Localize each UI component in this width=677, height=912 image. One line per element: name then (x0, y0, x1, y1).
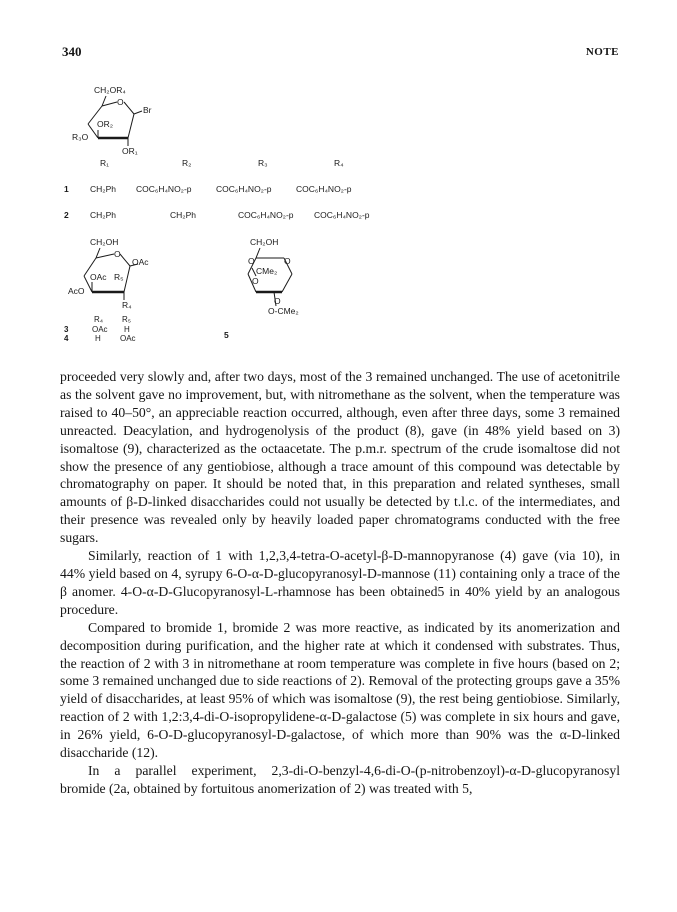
column-header: R₂ (182, 158, 192, 168)
atom-r5: R₅ (114, 272, 124, 282)
structure-acetylated-hexopyranose (62, 234, 182, 344)
table-cell: CH₂Ph (90, 184, 116, 194)
journal-section-label: NOTE (585, 46, 619, 58)
paragraph: proceeded very slowly and, after two days, most of the 3 remained unchanged. The use of acetonitrile as the solvent gave no improvement, but, with nitromethane as the solvent, when the temperature was raised to 40–50°, an appreciable reaction occurred, although, even after three days, some 3 remained unreacted. Deacylation, and hydrogenolysis of the product (8), gave (in 48% yield based on 3) isomaltose (9), characterized as the octaacetate. The p.m.r. spectrum of the crude isomaltose did not show the presence of any gentiobiose, although a trace amount of this compound was detectable by chromatography on paper. It should be noted that, in this preparation and related syntheses, small amounts of β-D-linked disaccharides could not usually be detected by t.l.c. of the intermediates, and their presence was revealed only by heavily loaded paper chromatograms conducted with the free sugars. (60, 369, 620, 546)
column-header: R₅ (122, 315, 131, 324)
table-cell: OAc (120, 334, 136, 343)
atom-ch2oh: CH₂OH (90, 237, 119, 247)
column-header: R₄ (94, 315, 104, 324)
paragraph: Similarly, reaction of 1 with 1,2,3,4-tetra-O-acetyl-β-D-mannopyranose (4) gave (via 10), in 44% yield based on 4, syrupy 6-O-α-D-glucopyranosyl-D-mannose (11) containing only a trace of the β anomer. 4-O-α-D-Glucopyranosyl-L-rhamnose has been obtained5 in 40% yield by an analogous procedure. (60, 548, 620, 617)
structure-diisopropylidene-galactose (222, 234, 332, 344)
table-cell: COC₆H₄NO₂-p (136, 184, 192, 194)
atom-oac-ring: OAc (90, 272, 107, 282)
column-header: R₁ (100, 158, 110, 168)
structure-glycosyl-bromide (62, 82, 172, 154)
atom-or2: OR₂ (97, 119, 114, 129)
atom-ring-oxygen: O (284, 256, 291, 266)
atom-ring-oxygen: O (117, 97, 124, 107)
atom-ring-oxygen: O (114, 249, 121, 259)
table-cell: COC₆H₄NO₂-p (314, 210, 370, 220)
table-cell: CH₂Ph (90, 210, 116, 220)
atom-cme2: CMe₂ (256, 266, 278, 276)
table-cell: OAc (92, 325, 108, 334)
compound-number: 3 (64, 325, 69, 334)
table-cell: COC₆H₄NO₂-p (216, 184, 272, 194)
atom-ch2oh: CH₂OH (250, 237, 279, 247)
atom-bromine: Br (143, 105, 152, 115)
atom-or1: OR₁ (122, 146, 138, 156)
atom-ch2or4: CH₂OR₄ (94, 85, 126, 95)
substituent-table (62, 158, 582, 236)
atom-oxygen: O (274, 296, 281, 306)
table-cell: COC₆H₄NO₂-p (238, 210, 294, 220)
atom-aco: AcO (68, 286, 85, 296)
atom-oxygen: O (248, 256, 255, 266)
compound-number: 4 (64, 334, 69, 343)
paragraph: Compared to bromide 1, bromide 2 was more reactive, as indicated by its anomerization and decomposition during purification, and the higher rate at which it condensed with substrates. Thus, the reaction of 2 with 3 in nitromethane at room temperature was complete in five hours (based on 2; some 3 remained unchanged due to side reactions of 2). Removal of the protecting groups gave a 35% yield of disaccharides, at least 95% of which was isomaltose (9), the rest being gentiobiose. Similarly, reaction of 2 with 1,2:3,4-di-O-isopropylidene-α-D-galactose (5) was complete in six hours and gave, in 26% yield, 6-O-D-glucopyranosyl-D-galactose, of which more than 90% was the α-D-linked disaccharide (12). (60, 619, 620, 761)
column-header: R₄ (334, 158, 344, 168)
compound-number: 1 (64, 184, 69, 194)
substituent-table-row (62, 184, 582, 210)
table-cell: H (124, 325, 130, 334)
column-header: R₃ (258, 158, 268, 168)
atom-r4: R₄ (122, 300, 132, 310)
article-body (60, 368, 620, 798)
paragraph: In a parallel experiment, 2,3-di-O-benzyl-4,6-di-O-(p-nitrobenzoyl)-α-D-glucopyranosyl bromide (2a, obtained by fortuitous anomerization of 2) was treated with 5, (60, 762, 620, 796)
substituent-table-header (62, 158, 582, 184)
table-cell: H (95, 334, 101, 343)
table-cell: COC₆H₄NO₂-p (296, 184, 352, 194)
atom-oxygen: O (252, 276, 259, 286)
page-number: 340 (62, 44, 82, 59)
substituent-table-row (62, 210, 582, 236)
atom-o-cme2: O-CMe₂ (268, 306, 299, 316)
atom-oac-anomeric: OAc (132, 257, 149, 267)
compound-number: 5 (224, 330, 229, 340)
atom-r3o: R₃O (72, 132, 89, 142)
table-cell: CH₂Ph (170, 210, 196, 220)
page-header (62, 44, 619, 64)
compound-number: 2 (64, 210, 69, 220)
